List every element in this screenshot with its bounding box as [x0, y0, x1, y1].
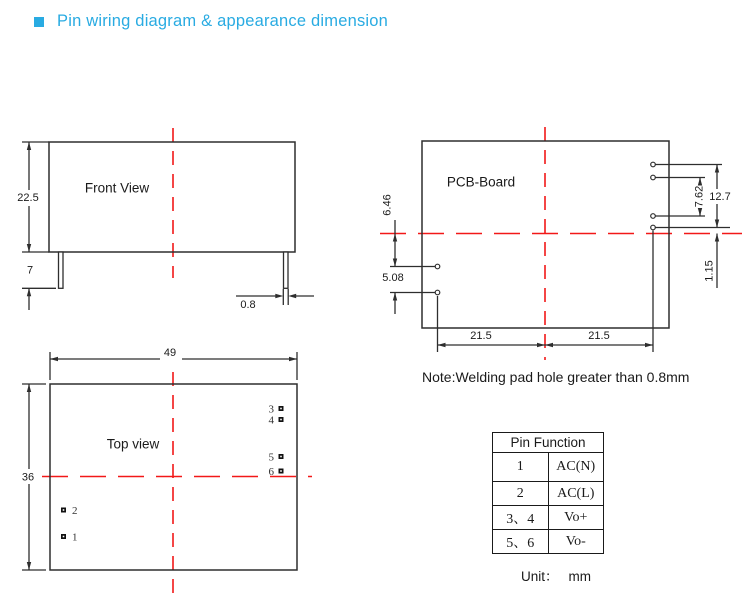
pin-function-cell: Vo+: [548, 506, 604, 530]
unit-label: Unit：: [521, 569, 559, 584]
dim-pin6-to-center: [704, 234, 720, 289]
pin-number-cell: 3、4: [493, 506, 549, 530]
dim-pin-length: [22, 265, 56, 311]
top-view: [22, 347, 312, 593]
svg-text:5.08: 5.08: [382, 272, 404, 284]
dim-center-to-pin2: [382, 194, 398, 266]
pin-function-cell: Vo-: [548, 530, 604, 554]
pin-label-6: 6: [268, 466, 274, 478]
table-row: [493, 453, 604, 482]
svg-text:6.46: 6.46: [381, 194, 394, 216]
svg-text:1.15: 1.15: [703, 260, 716, 282]
unit-value: mm: [568, 569, 592, 584]
svg-text:7.62: 7.62: [693, 185, 706, 208]
svg-text:22.5: 22.5: [17, 192, 39, 204]
unit-note: [521, 565, 591, 585]
dim-body-height: [17, 142, 49, 252]
pin-label-2: 2: [72, 505, 78, 517]
pin-function-cell: AC(L): [548, 482, 604, 506]
front-view-right-pin: [284, 252, 289, 288]
dim-pin4-to-pin5: [694, 178, 706, 217]
svg-text:21.5: 21.5: [588, 330, 610, 342]
pin-number-cell: 1: [493, 453, 549, 482]
table-header-row: [493, 433, 604, 453]
pin-number-cell: 5、6: [493, 530, 549, 554]
svg-text:21.5: 21.5: [470, 330, 492, 342]
pin-label-5: 5: [268, 451, 274, 464]
pcb-board-view: [380, 127, 742, 360]
pcb-board-label: PCB-Board: [446, 174, 516, 190]
top-view-right-pins: [269, 404, 284, 479]
svg-text:7: 7: [26, 264, 34, 277]
table-row: [493, 482, 604, 506]
svg-text:49: 49: [163, 347, 177, 359]
table-row: [493, 530, 604, 554]
table-row: [493, 506, 604, 530]
pin-function-header: Pin Function: [493, 433, 604, 453]
top-view-left-pins: [61, 505, 78, 544]
front-view-body: [49, 142, 295, 252]
pin-label-3: 3: [268, 403, 274, 416]
pin-label-1: 1: [72, 531, 78, 544]
welding-note: Note:Welding pad hole greater than 0.8mm: [422, 369, 690, 385]
svg-text:12.7: 12.7: [709, 191, 731, 203]
dim-pin3-to-pin6: [709, 165, 730, 228]
pin-number-cell: 2: [493, 482, 549, 506]
front-view-left-pin: [59, 252, 64, 288]
top-view-label: Top view: [106, 436, 160, 452]
pin-function-table: [492, 432, 604, 554]
page-title: Pin wiring diagram & appearance dimension: [57, 12, 389, 30]
dim-pin-width: [236, 289, 314, 311]
pin-label-4: 4: [268, 414, 274, 427]
svg-text:0.8: 0.8: [240, 299, 256, 311]
svg-text:36: 36: [21, 471, 35, 484]
pin-function-cell: AC(N): [548, 453, 604, 482]
front-view: [17, 128, 314, 311]
front-view-label: Front View: [84, 180, 150, 196]
